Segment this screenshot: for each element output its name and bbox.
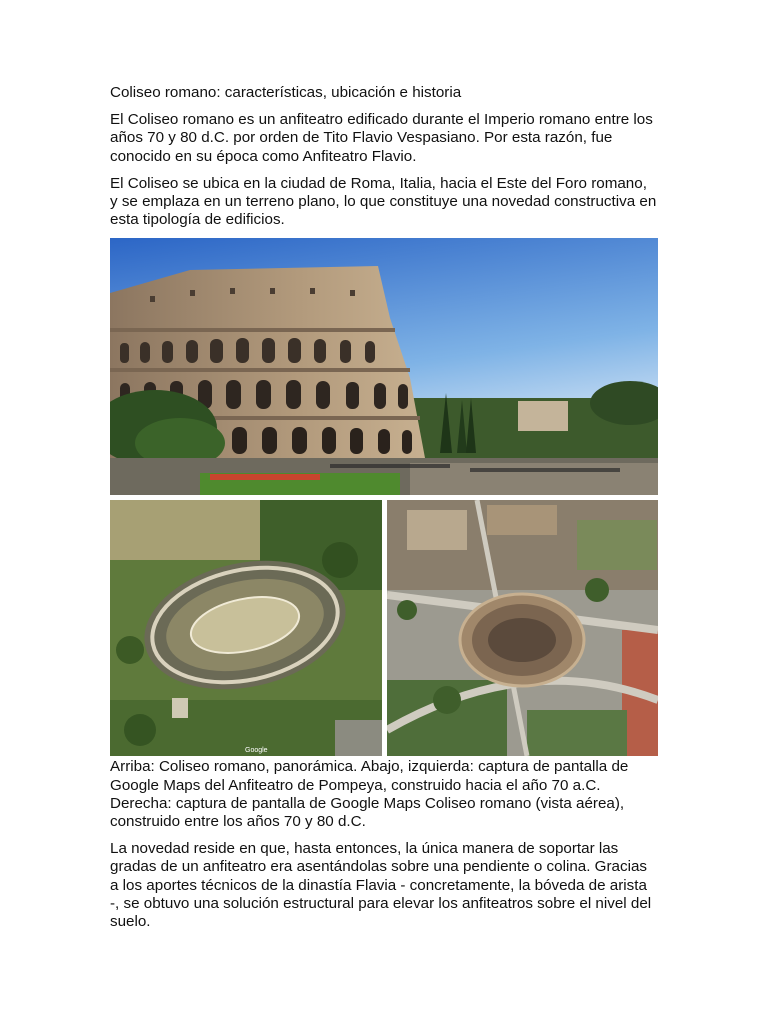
document-page [110, 84, 658, 940]
intro-paragraph: El Coliseo romano es un anfiteatro edificado durante el Imperio romano entre los años 70 y 80 d.C. por orden de Tito Flavio Vespasiano. Por esta razón, fue conocido en su época como Anfiteatro Flavio. [110, 111, 653, 165]
pompeii-amphitheatre-aerial-photo [110, 500, 382, 756]
closing-paragraph: La novedad reside en que, hasta entonces, la única manera de soportar las gradas de un anfiteatro era asentándolas sobre una pendiente o colina. Gracias a los aportes técnicos de la dinastía Flavia - concretamente, la bóveda de arista -, se obtuvo una solución estructural para elevar los anfiteatros sobre el nivel del suelo. [110, 840, 652, 931]
photo-collage [110, 238, 658, 756]
colosseum-panorama-photo [110, 238, 658, 495]
map-watermark: Google [245, 747, 268, 755]
colosseum-aerial-photo [387, 500, 658, 756]
location-paragraph: El Coliseo se ubica en la ciudad de Roma, Italia, hacia el Este del Foro romano, y se emplaza en un terreno plano, lo que constituye una novedad constructiva en esta tipología de edificios. [110, 174, 657, 229]
figure-caption: Arriba: Coliseo romano, panorámica. Abajo, izquierda: captura de pantalla de Google Maps del Anfiteatro de Pompeya, construido hacia el año 70 a.C. Derecha: captura de pantalla de Google Maps Coliseo romano (vista aérea), construido entre los años 70 y 80 d.C. [110, 758, 629, 831]
document-title: Coliseo romano: características, ubicación e historia [110, 84, 462, 101]
